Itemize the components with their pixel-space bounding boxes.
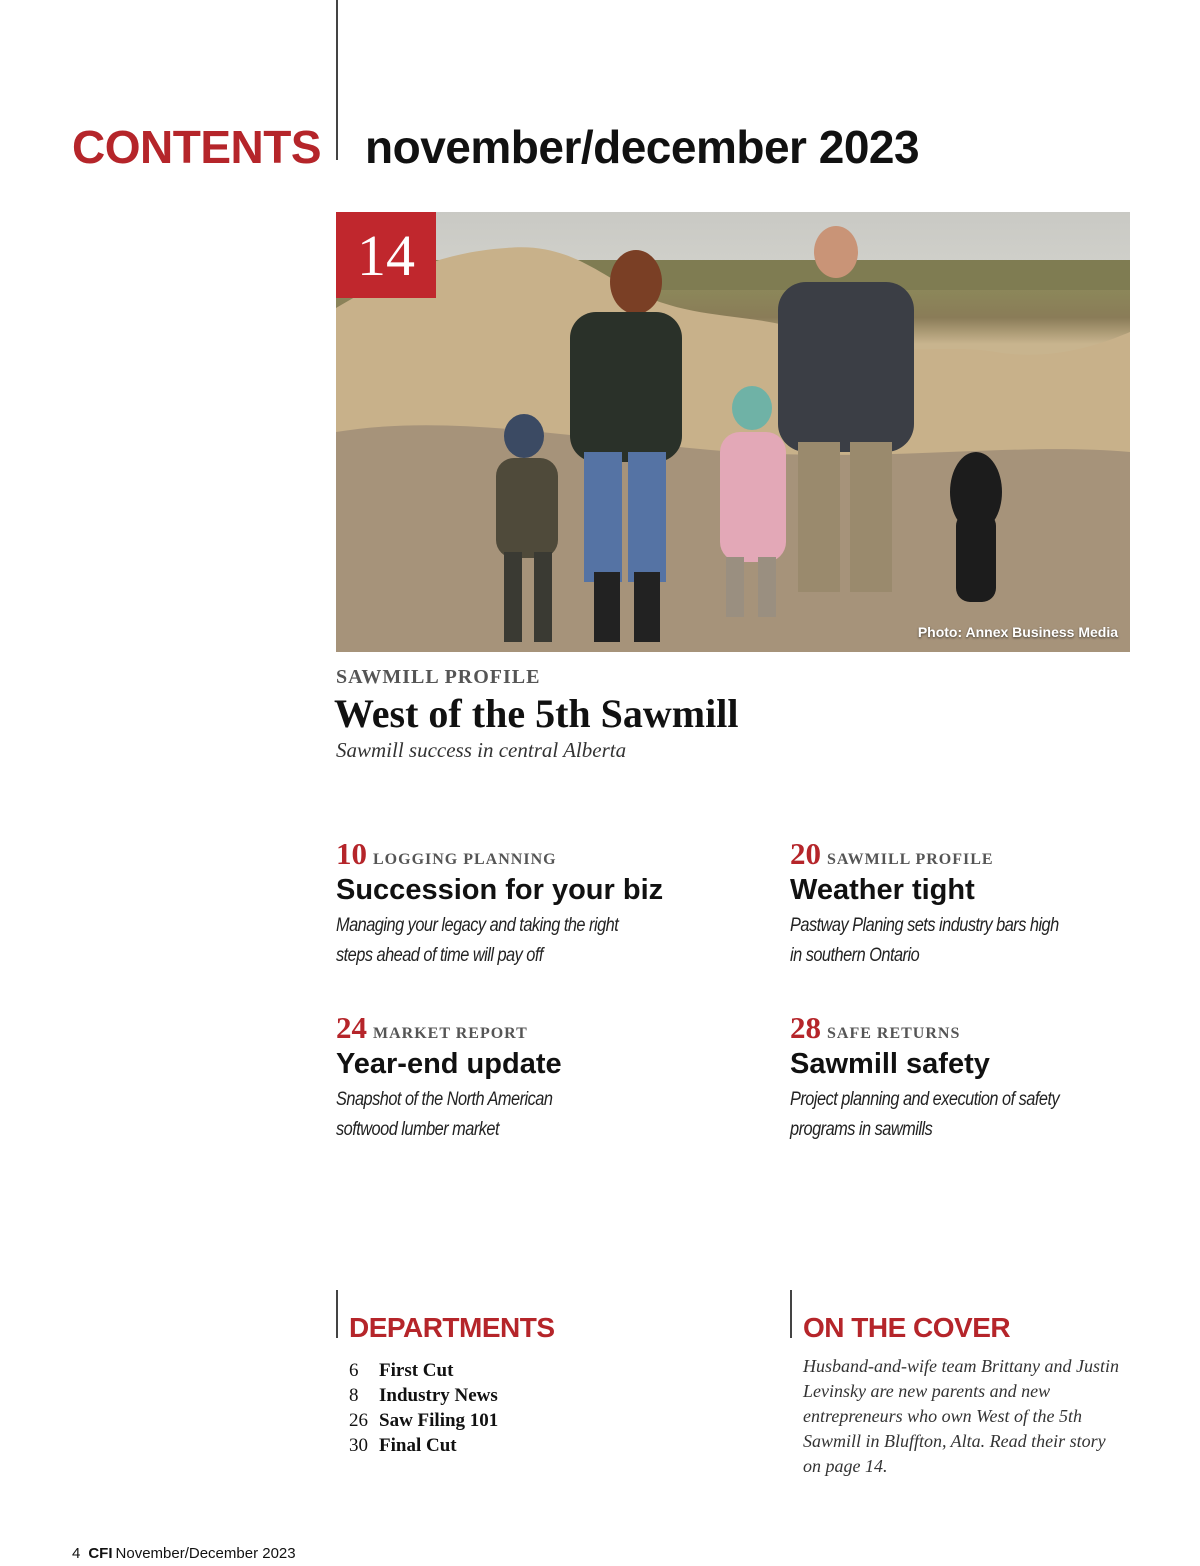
department-page: 26 [349, 1410, 368, 1431]
feature-page-badge: 14 [336, 212, 436, 298]
department-name: Final Cut [379, 1435, 457, 1456]
story-page-number: 28 [790, 1010, 821, 1045]
cover-description: Husband-and-wife team Brittany and Justin Levinsky are new parents and new entrepreneurs who own West of the 5th Sawmill in Bluffton, Alta. Read their story on page 14. [803, 1356, 1119, 1476]
family-photo-illustration [336, 212, 1130, 652]
feature-photo[interactable] [336, 212, 1130, 652]
feature-subtitle: Sawmill success in central Alberta [336, 738, 627, 762]
departments-list [349, 1358, 498, 1458]
department-page: 30 [349, 1435, 368, 1456]
department-item[interactable] [349, 1433, 498, 1458]
page-footer [72, 1545, 296, 1562]
department-page: 6 [349, 1360, 359, 1381]
department-page: 8 [349, 1385, 359, 1406]
story-title[interactable]: Weather tight [790, 874, 975, 906]
story-card-logging-planning[interactable] [336, 836, 696, 971]
story-description [336, 911, 680, 971]
story-page-number: 24 [336, 1010, 367, 1045]
story-description-line: softwood lumber market [336, 1119, 500, 1140]
story-category: SAWMILL PROFILE [827, 851, 994, 868]
story-description [336, 1085, 680, 1145]
department-item[interactable] [349, 1358, 498, 1383]
issue-date: november/december 2023 [365, 121, 920, 173]
story-category: SAFE RETURNS [827, 1025, 961, 1042]
cover-rule [790, 1290, 792, 1338]
story-description-line: Managing your legacy and taking the right [336, 915, 619, 936]
story-card-safe-returns[interactable] [790, 1010, 1150, 1145]
story-description [790, 1085, 1134, 1145]
header-divider [336, 0, 338, 160]
feature-category: SAWMILL PROFILE [336, 666, 541, 688]
story-description-line: in southern Ontario [790, 945, 920, 966]
department-name: First Cut [379, 1360, 454, 1381]
department-name: Saw Filing 101 [379, 1410, 499, 1431]
department-item[interactable] [349, 1383, 498, 1408]
story-card-market-report[interactable] [336, 1010, 696, 1145]
story-title[interactable]: Succession for your biz [336, 874, 664, 906]
departments-heading: DEPARTMENTS [349, 1312, 555, 1343]
story-description-line: steps ahead of time will pay off [336, 945, 543, 966]
department-name: Industry News [379, 1385, 498, 1406]
story-page-number: 20 [790, 836, 821, 871]
footer-page-number: 4 [72, 1545, 81, 1562]
story-category: LOGGING PLANNING [373, 851, 557, 868]
story-title[interactable]: Sawmill safety [790, 1048, 990, 1080]
story-category: MARKET REPORT [373, 1025, 528, 1042]
story-page-number: 10 [336, 836, 367, 871]
story-description-line: Project planning and execution of safety [790, 1089, 1060, 1110]
cover-heading: ON THE COVER [803, 1312, 1011, 1343]
story-card-sawmill-profile[interactable] [790, 836, 1150, 971]
story-description-line: Pastway Planing sets industry bars high [790, 915, 1059, 936]
feature-title[interactable]: West of the 5th Sawmill [334, 691, 739, 736]
photo-credit: Photo: Annex Business Media [917, 624, 1118, 640]
contents-label: CONTENTS [72, 121, 321, 173]
departments-rule [336, 1290, 338, 1338]
story-description [790, 911, 1134, 971]
story-description-line: programs in sawmills [790, 1119, 933, 1140]
story-description-line: Snapshot of the North American [336, 1089, 553, 1110]
footer-issue: November/December 2023 [115, 1545, 296, 1562]
story-title[interactable]: Year-end update [336, 1048, 562, 1080]
footer-brand: CFI [88, 1545, 113, 1562]
department-item[interactable] [349, 1408, 498, 1433]
